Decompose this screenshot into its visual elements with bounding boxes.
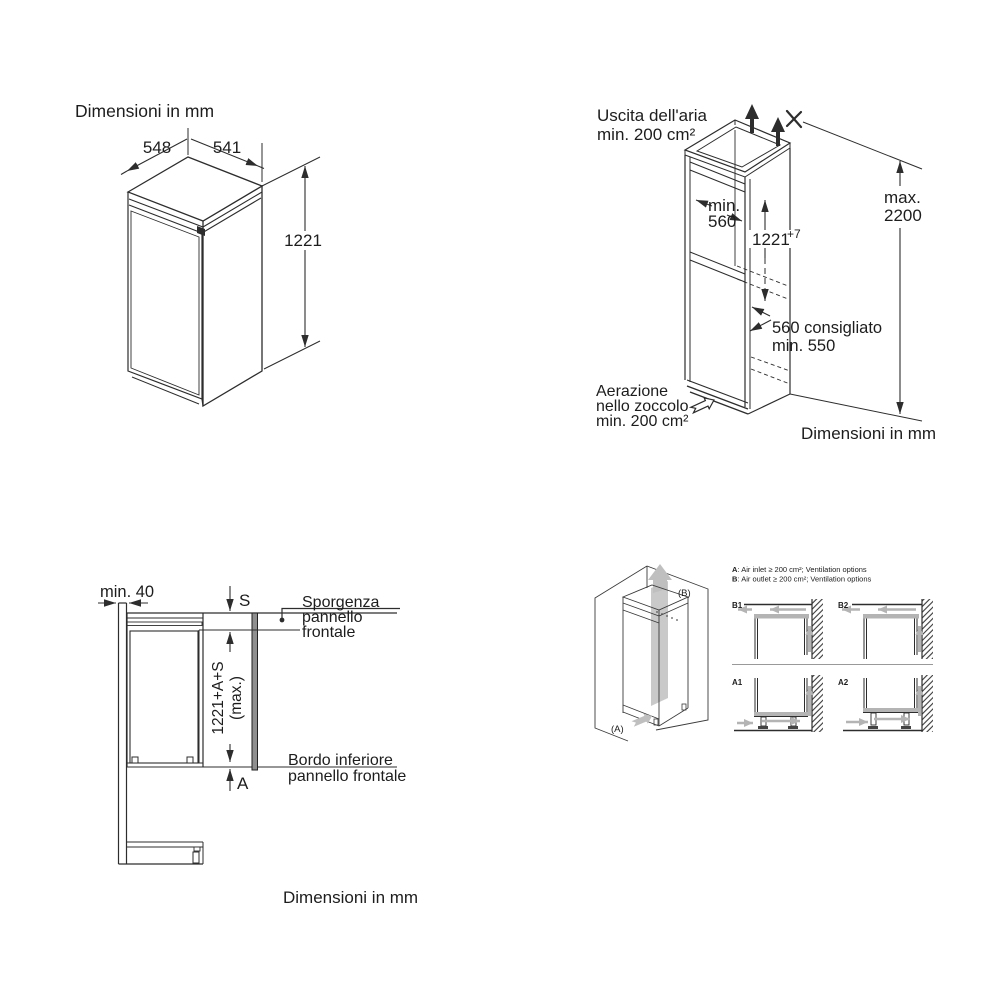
ventilation-option-a1 — [734, 675, 823, 732]
panel-front-panel-dimensions — [98, 583, 418, 907]
max-height-label-line2: 2200 — [884, 206, 922, 225]
appliance-isometric-drawing — [128, 157, 262, 406]
niche-depth-label-line1: 560 consigliato — [772, 319, 883, 337]
niche-width-label-line2: 560 — [708, 212, 737, 231]
air-channel-shading — [651, 581, 668, 706]
total-height-label-line2: (max.) — [228, 676, 245, 720]
niche-units-label: Dimensioni in mm — [801, 424, 937, 443]
legend-inlet-key: A — [732, 565, 738, 574]
protrusion-label-line3: frontale — [302, 624, 356, 641]
outlet-ref-label: (B) — [678, 588, 691, 599]
cut-mark-icon — [787, 111, 801, 127]
niche-isometric-drawing — [685, 120, 790, 414]
bottom-gap-label: A — [237, 774, 249, 793]
ventilation-option-a2 — [843, 675, 933, 732]
wall-offset-label: min. 40 — [100, 583, 155, 601]
panel-title: Dimensioni in mm — [75, 101, 215, 121]
option-b1-label: B1 — [732, 601, 743, 610]
appliance-height-label: 1221 — [284, 231, 322, 250]
panel-ventilation-options — [595, 564, 933, 741]
inlet-ref-label: (A) — [611, 724, 624, 735]
legend-inlet-text: : Air inlet ≥ 200 cm²; Ventilation options — [737, 565, 867, 574]
legend-outlet-key: B — [732, 574, 738, 584]
plinth-vent-label-line1: Aerazione — [596, 383, 669, 400]
ventilation-isometric-drawing — [595, 564, 708, 741]
option-a2-label: A2 — [838, 678, 849, 687]
niche-depth-label-line2: min. 550 — [772, 337, 836, 355]
panel-appliance-dimensions — [75, 101, 322, 406]
air-outlet-label-line1: Uscita dell'aria — [597, 106, 708, 125]
ventilation-option-b2 — [842, 599, 933, 659]
plinth-vent-label-line3: min. 200 cm² — [596, 413, 689, 430]
appliance-depth-label: 548 — [142, 138, 172, 157]
bottom-edge-label-line2: pannello frontale — [288, 768, 407, 785]
top-gap-label: S — [239, 591, 251, 610]
protrusion-label-line1: Sporgenza — [302, 594, 380, 611]
bottom-edge-label-line1: Bordo inferiore — [288, 752, 393, 769]
niche-height-tolerance-label: +7 — [787, 227, 801, 241]
legend-outlet-text: : Air outlet ≥ 200 cm²; Ventilation options — [737, 574, 872, 584]
panel-niche-dimensions — [596, 104, 936, 443]
option-a1-label: A1 — [732, 678, 743, 687]
plinth-airflow-arrow-icon — [691, 398, 714, 413]
niche-width-label-line1: min. — [708, 196, 741, 215]
niche-height-label: 1221 — [752, 230, 790, 249]
option-b2-label: B2 — [838, 601, 849, 610]
side-view-drawing — [119, 603, 398, 864]
front-panel-bar — [252, 613, 258, 770]
total-height-label-line1: 1221+A+S — [210, 661, 227, 735]
front-panel-units-label: Dimensioni in mm — [283, 888, 419, 907]
plinth-vent-label-line2: nello zoccolo — [596, 398, 689, 415]
air-outlet-label-line2: min. 200 cm² — [597, 125, 696, 144]
max-height-label-line1: max. — [884, 188, 921, 207]
ventilation-option-b1 — [738, 599, 823, 659]
appliance-width-label: 541 — [212, 138, 242, 157]
inlet-airflow-arrow-icon — [632, 714, 653, 727]
protrusion-label-line2: pannello — [302, 609, 363, 626]
